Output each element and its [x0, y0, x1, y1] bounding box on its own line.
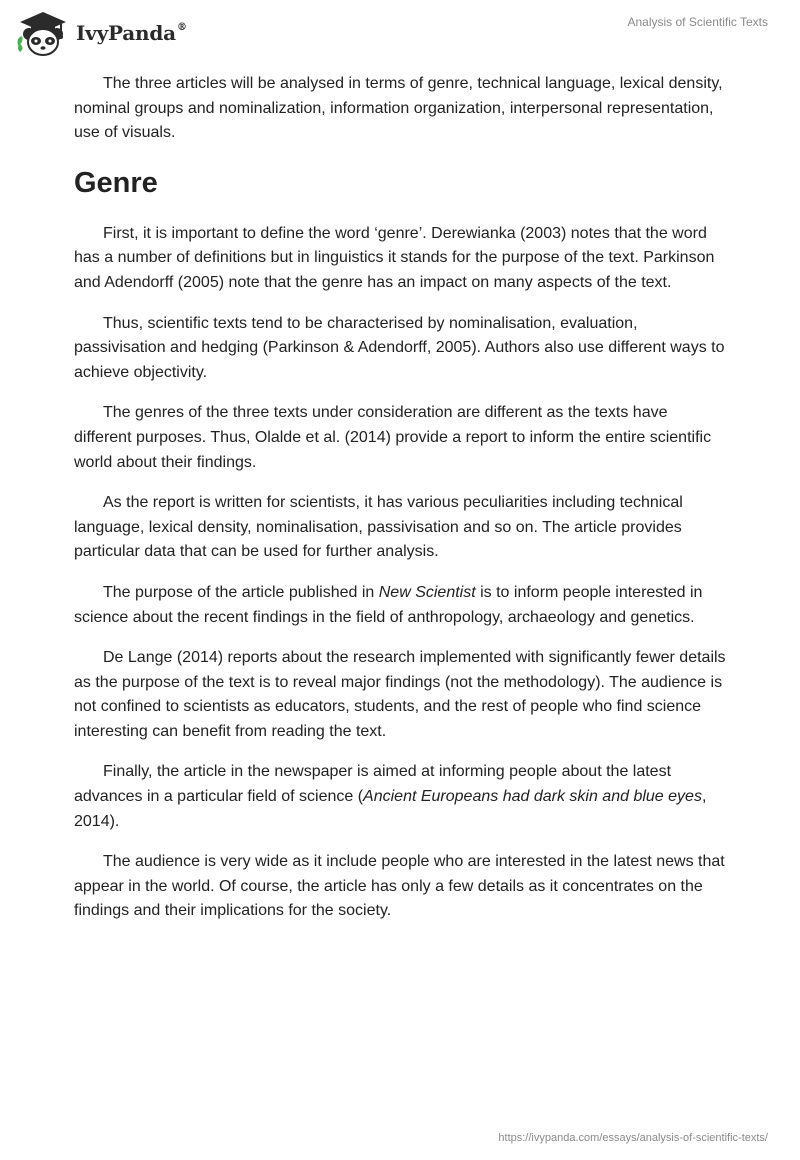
paragraph-genres: The genres of the three texts under consideration are different as the texts have different purposes. Thus, Olalde et al. (2014) provide a report to inform the entire scientific world about their findings.: [74, 404, 712, 471]
brand-name: IvyPanda®: [76, 21, 187, 45]
paragraph-definition: First, it is important to define the word ‘genre’. Derewianka (2003) notes that the word has a number of definitions but in linguistics it stands for the purpose of the text. Parkinson and Adendorff (2005) note that the genre has an impact on many aspects of the text.: [74, 224, 715, 291]
paragraph-audience: The audience is very wide as it include people who are interested in the latest news that appear in the world. Of course, the article has only a few details as it concentrates on the findings and their implications for the society.: [74, 853, 725, 920]
page-header: [0, 0, 800, 64]
document-title: Analysis of Scientific Texts: [627, 15, 768, 29]
intro-paragraph: The three articles will be analysed in terms of genre, technical language, lexical density, nominal groups and nominalization, information organization, interpersonal representation, use of visuals.: [74, 75, 723, 142]
paragraph-new-scientist: The purpose of the article published in New Scientist is to inform people interested in science about the recent findings in the field of anthropology, archaeology and genetics.: [74, 583, 703, 626]
publication-title: New Scientist: [378, 583, 476, 601]
paragraph-newspaper: Finally, the article in the newspaper is aimed at informing people about the latest advances in a particular field of science (Ancient Europeans had dark skin and blue eyes, 2014).: [74, 763, 707, 830]
panda-graduation-cap-icon: [14, 8, 72, 58]
essay-body: [74, 72, 726, 940]
paragraph-characteristics: Thus, scientific texts tend to be characterised by nominalisation, evaluation, passivisation and hedging (Parkinson & Adendorff, 2005). Authors also use different ways to achieve objectivity.: [74, 314, 725, 381]
article-title: Ancient Europeans had dark skin and blue eyes: [363, 788, 702, 806]
section-heading-genre: Genre: [74, 166, 158, 199]
source-url[interactable]: https://ivypanda.com/essays/analysis-of-scientific-texts/: [498, 1132, 768, 1144]
paragraph-de-lange: De Lange (2014) reports about the research implemented with significantly fewer details as the purpose of the text is to reveal major findings (not the methodology). The audience is not confined to scientists as educators, students, and the rest of people who find science interesting can benefit from reading the text.: [74, 649, 726, 740]
brand-logo[interactable]: [14, 8, 187, 58]
paragraph-report: As the report is written for scientists, it has various peculiarities including technical language, lexical density, nominalisation, passivisation and so on. The article provides particular data that can be used for further analysis.: [74, 494, 683, 561]
